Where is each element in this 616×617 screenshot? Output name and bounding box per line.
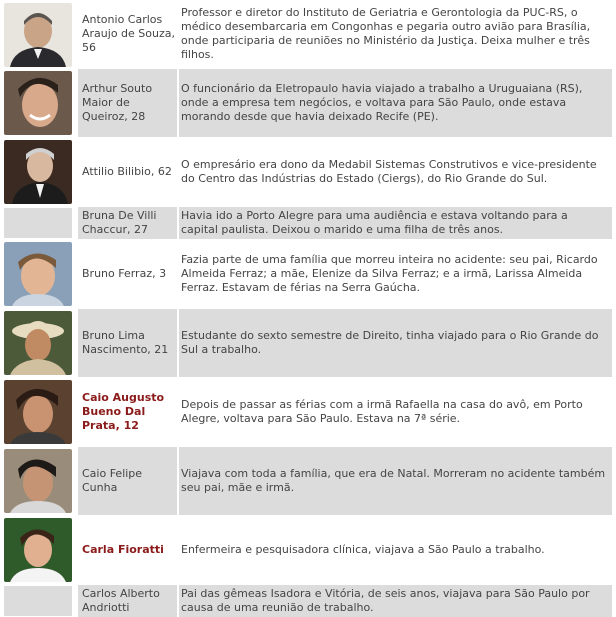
victim-row xyxy=(0,585,616,617)
victim-row xyxy=(0,69,616,137)
portrait-photo xyxy=(4,242,72,306)
boy-portrait-icon xyxy=(4,380,72,444)
empty-photo-placeholder xyxy=(4,208,72,238)
victim-description: Havia ido a Porto Alegre para uma audiência e estava voltando para a capital paulista. Deixou o marido e uma filha de três anos. xyxy=(179,207,612,239)
victim-row xyxy=(0,516,616,584)
victim-description: Pai das gêmeas Isadora e Vitória, de seis anos, viajava para São Paulo por causa de uma reunião de trabalho. xyxy=(179,585,612,617)
victim-description: O empresário era dono da Medabil Sistemas Construtivos e vice-presidente do Centro das Indústrias do Estado (Ciergs), do Rio Grande do Sul. xyxy=(181,158,597,185)
victim-name: Attilio Bilibio, 62 xyxy=(82,165,172,178)
young-man-portrait-icon xyxy=(4,71,72,135)
portrait-photo xyxy=(4,71,72,135)
victim-row xyxy=(0,378,616,446)
portrait-photo xyxy=(4,380,72,444)
victim-description: Fazia parte de uma família que morreu inteira no acidente: seu pai, Ricardo Almeida Ferraz; a mãe, Elenize da Silva Ferraz; e a irmã, Larissa Almeida Ferraz. Estavam de férias na Serra Gaúcha. xyxy=(181,253,598,294)
victim-row xyxy=(0,207,616,239)
portrait-photo xyxy=(4,311,72,375)
portrait-photo xyxy=(4,140,72,204)
victim-row xyxy=(0,240,616,308)
victim-row xyxy=(0,138,616,206)
victim-description: O funcionário da Eletropaulo havia viajado a trabalho a Uruguaiana (RS), onde a empresa tem negócios, e voltava para São Paulo, onde estava morando desde que havia deixado Recife (PE). xyxy=(179,69,612,137)
older-man-gray-hair-portrait-icon xyxy=(4,140,72,204)
portrait-photo xyxy=(4,518,72,582)
boy-dark-hair-portrait-icon xyxy=(4,449,72,513)
victim-name: Carla Fioratti xyxy=(82,543,164,556)
older-man-portrait-icon xyxy=(4,3,72,67)
victim-row xyxy=(0,0,616,68)
victim-row xyxy=(0,309,616,377)
portrait-photo xyxy=(4,449,72,513)
victim-description: Enfermeira e pesquisadora clínica, viajava a São Paulo a trabalho. xyxy=(181,543,545,556)
victim-name: Arthur Souto Maior de Queiroz, 28 xyxy=(78,69,177,137)
woman-portrait-icon xyxy=(4,518,72,582)
empty-photo-placeholder xyxy=(4,586,72,616)
young-man-hat-portrait-icon xyxy=(4,311,72,375)
victim-description: Estudante do sexto semestre de Direito, tinha viajado para o Rio Grande do Sul a trabalho. xyxy=(179,309,612,377)
victim-name: Caio Augusto Bueno Dal Prata, 12 xyxy=(82,391,165,432)
victim-name: Carlos Alberto Andriotti xyxy=(78,585,177,617)
victim-description: Depois de passar as férias com a irmã Rafaella na casa do avô, em Porto Alegre, voltava para São Paulo. Estava na 7ª série. xyxy=(181,398,583,425)
victim-description: Viajava com toda a família, que era de Natal. Morreram no acidente também seu pai, mãe e irmã. xyxy=(179,447,612,515)
portrait-photo xyxy=(4,3,72,67)
victim-name: Bruna De Villi Chaccur, 27 xyxy=(78,207,177,239)
victim-name: Caio Felipe Cunha xyxy=(78,447,177,515)
victim-description: Professor e diretor do Instituto de Geriatria e Gerontologia da PUC-RS, o médico desembarcaria em Congonhas e pegaria outro avião para Brasília, onde participaria de reuniões no Ministério da Justiça. Deixa mulher e três filhos. xyxy=(181,6,591,61)
victim-name: Antonio Carlos Araujo de Souza, 56 xyxy=(82,13,175,54)
victim-name: Bruno Lima Nascimento, 21 xyxy=(78,309,177,377)
victim-name: Bruno Ferraz, 3 xyxy=(82,267,167,280)
victim-row xyxy=(0,447,616,515)
child-portrait-icon xyxy=(4,242,72,306)
